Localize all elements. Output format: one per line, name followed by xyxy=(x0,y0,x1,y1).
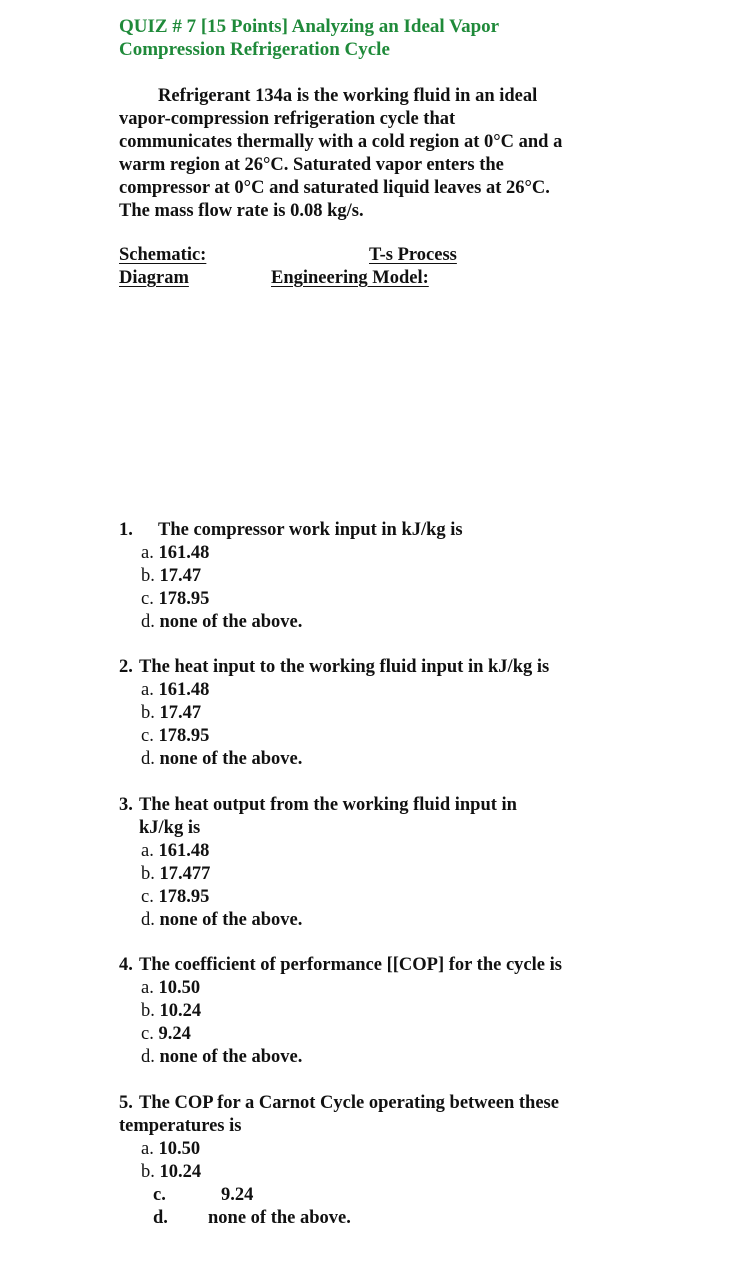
problem-line: compressor at 0°C and saturated liquid leaves at 26°C. xyxy=(119,178,550,198)
quiz-title-line-1: QUIZ # 7 [15 Points] Analyzing an Ideal Vapor xyxy=(119,16,500,37)
diagram-header: Diagram xyxy=(119,268,189,288)
question-2-option-c: c. 178.95 xyxy=(141,726,210,746)
question-4-text: The coefficient of performance [[COP] for the cycle is xyxy=(139,955,562,975)
question-4-option-a: a. 10.50 xyxy=(141,978,201,998)
problem-line: Refrigerant 134a is the working fluid in an ideal xyxy=(158,86,538,106)
question-5-option-d-value: none of the above. xyxy=(208,1208,351,1228)
question-4-number: 4. xyxy=(119,955,133,975)
question-5-option-a: a. 10.50 xyxy=(141,1139,201,1159)
question-1-option-b: b. 17.47 xyxy=(141,566,202,586)
engineering-model-header: Engineering Model: xyxy=(271,268,429,288)
ts-process-header: T-s Process xyxy=(369,245,457,265)
question-5-option-d-letter: d. xyxy=(153,1208,168,1228)
problem-line: communicates thermally with a cold region at 0°C and a xyxy=(119,132,563,152)
question-2-option-b: b. 17.47 xyxy=(141,703,202,723)
question-1-option-d: d. none of the above. xyxy=(141,612,303,632)
question-2-number: 2. xyxy=(119,657,133,677)
question-1-text: The compressor work input in kJ/kg is xyxy=(158,520,463,540)
question-3-option-c: c. 178.95 xyxy=(141,887,210,907)
question-3-text-line-2: kJ/kg is xyxy=(139,818,201,838)
question-1-number: 1. xyxy=(119,520,133,540)
question-3-option-a: a. 161.48 xyxy=(141,841,210,861)
question-5-option-b: b. 10.24 xyxy=(141,1162,202,1182)
question-4-option-b: b. 10.24 xyxy=(141,1001,202,1021)
question-3-option-b: b. 17.477 xyxy=(141,864,211,884)
question-4-option-d: d. none of the above. xyxy=(141,1047,303,1067)
question-2-option-a: a. 161.48 xyxy=(141,680,210,700)
question-1-option-c: c. 178.95 xyxy=(141,589,210,609)
question-3-option-d: d. none of the above. xyxy=(141,910,303,930)
question-4-option-c: c. 9.24 xyxy=(141,1024,191,1044)
question-1-option-a: a. 161.48 xyxy=(141,543,210,563)
question-2-option-d: d. none of the above. xyxy=(141,749,303,769)
question-2-text: The heat input to the working fluid input in kJ/kg is xyxy=(139,657,550,677)
problem-statement xyxy=(119,85,619,230)
question-5-option-c-value: 9.24 xyxy=(221,1185,254,1205)
quiz-title-line-2: Compression Refrigeration Cycle xyxy=(119,39,390,60)
question-3-number: 3. xyxy=(119,795,133,815)
problem-line: The mass flow rate is 0.08 kg/s. xyxy=(119,201,364,221)
question-5-text-line-2: temperatures is xyxy=(119,1116,242,1136)
question-5-text-line-1: The COP for a Carnot Cycle operating between these xyxy=(139,1093,559,1113)
question-5-number: 5. xyxy=(119,1093,133,1113)
question-3-text-line-1: The heat output from the working fluid input in xyxy=(139,795,517,815)
schematic-header: Schematic: xyxy=(119,245,207,265)
question-5-option-c-letter: c. xyxy=(153,1185,166,1205)
problem-line: vapor-compression refrigeration cycle that xyxy=(119,109,456,129)
problem-line: warm region at 26°C. Saturated vapor enters the xyxy=(119,155,504,175)
